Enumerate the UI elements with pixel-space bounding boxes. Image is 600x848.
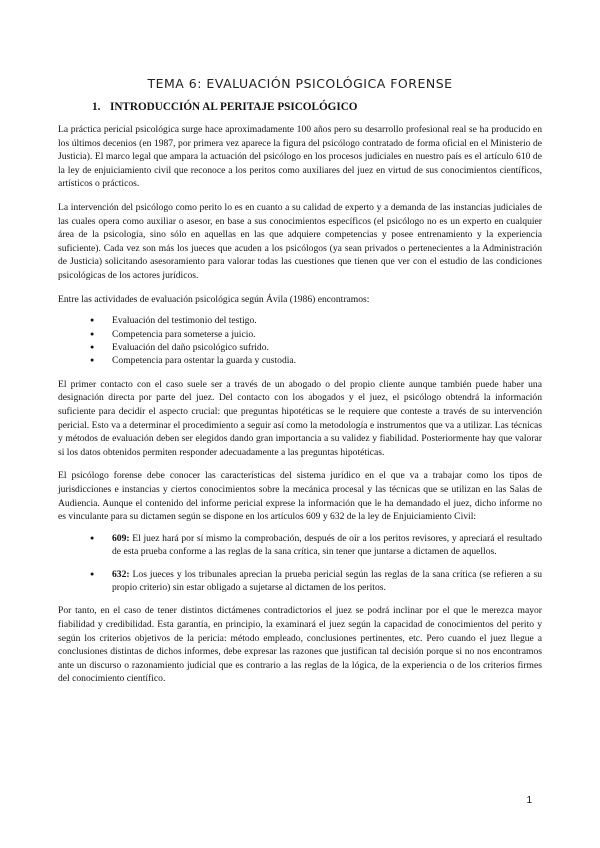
article-number: 632:: [112, 568, 130, 580]
paragraph: Por tanto, en el caso de tener distintos dictámenes contradictorios el juez se podrá inclinar por el que le merezca mayor fiabilidad y credibilidad. Esta garantía, en principio, la examinará el juez según la capacidad de conocimientos del perito y según los criterios objetivos de la pericia: método empleado, conclusiones pertinentes, etc. Pero cuando el juez llegue a conclusiones distintas de dichos informes, debe expresar las razones que justifican tal decisión porque si no nos encontramos ante un discurso o razonamiento judicial que es contrario a las reglas de la lógica, de la experiencia o de los criterios firmes del conocimiento científico.: [58, 605, 542, 685]
list-item: ● Competencia para someterse a juicio.: [90, 328, 542, 341]
page-number: 1: [526, 795, 532, 806]
paragraph: El primer contacto con el caso suele ser a través de un abogado o del propio cliente aunque también puede haber una designación directa por parte del juez. Del contacto con los abogados y el juez, el psicólogo obtendrá la información suficiente para decidir el aspecto crucial: que preguntas hipotéticas se le requiere que conteste a través de su intervención pericial. Esto va a determinar el procedimiento a seguir así como la metodología e instrumentos que va a utilizar. Las técnicas y métodos de evaluación deben ser elegidos dando gran importancia a su validez y fiabilidad. Posteriormente hay que valorar si los datos obtenidos permiten responder adecuadamente a las preguntas hipotéticas.: [58, 378, 542, 458]
page-title: TEMA 6: EVALUACIÓN PSICOLÓGICA FORENSE: [147, 76, 453, 91]
paragraph: La intervención del psicólogo como perito lo es en cuanto a su calidad de experto y a demanda de las instancias judiciales de las cuales opera como auxiliar o asesor, en base a sus conocimientos específicos (el psicólogo no es un experto en cualquier área de la psicología, sino sólo en aquellas en las que adquiere competencias y posee entrenamiento y la experiencia suficiente). Cada vez son más los jueces que acuden a los psicólogos (ya sean privados o pertenecientes a la Administración de Justicia) solicitando asesoramiento para valorar todas las cuestiones que tienen que ver con el estudio de las condiciones psicológicas de los actores jurídicos.: [58, 201, 542, 281]
activities-list: [58, 314, 542, 368]
section-heading: [58, 101, 542, 113]
section-heading-text: INTRODUCCIÓN AL PERITAJE PSICOLÓGICO: [110, 101, 358, 113]
list-item: [90, 568, 542, 595]
paragraph: El psicólogo forense debe conocer las características del sistema jurídico en el que va a trabajar como los tipos de jurisdicciones e instancias y ciertos conocimientos sobre la mecánica procesal y las técnicas que se utilizan en las Salas de Audiencia. Aunque el contenido del informe pericial exprese la información que le ha demandado el juez, dicho informe no es vinculante para su dictamen según se dispone en los artículos 609 y 632 de la ley de Enjuiciamiento Civil:: [58, 470, 542, 523]
paragraph: La práctica pericial psicológica surge hace aproximadamente 100 años pero su desarrollo profesional real se ha producido en los últimos decenios (en 1987, por primera vez aparece la figura del psicólogo contratado de forma oficial en el Ministerio de Justicia). El marco legal que ampara la actuación del psicólogo en los procesos judiciales en nuestro país es el artículo 610 de la ley de enjuiciamiento civil que reconoce a los peritos como auxiliares del juez en virtud de sus conocimientos científicos, artísticos o prácticos.: [58, 124, 542, 190]
articles-list: [58, 532, 542, 595]
list-item: ● Evaluación del testimonio del testigo.: [90, 314, 542, 327]
article-number: 609:: [112, 532, 130, 544]
paragraph: Entre las actividades de evaluación psicológica según Ávila (1986) encontramos:: [58, 293, 370, 305]
article-text: Los jueces y los tribunales aprecian la prueba pericial según las reglas de la sana crítica (se refieren a su propio criterio) sin estar obligado a sujetarse al dictamen de los peritos.: [112, 568, 542, 593]
list-item: ● Evaluación del daño psicológico sufrido.: [90, 341, 542, 354]
list-item: [90, 532, 542, 559]
list-item: ● Competencia para ostentar la guarda y custodia.: [90, 354, 542, 367]
section-number: 1.: [92, 101, 101, 113]
article-text: El juez hará por sí mismo la comprobación, después de oír a los peritos revisores, y apreciará el resultado de esta prueba conforme a las reglas de la sana crítica, sin tener que juntarse a dictamen de aquellos.: [112, 532, 542, 558]
